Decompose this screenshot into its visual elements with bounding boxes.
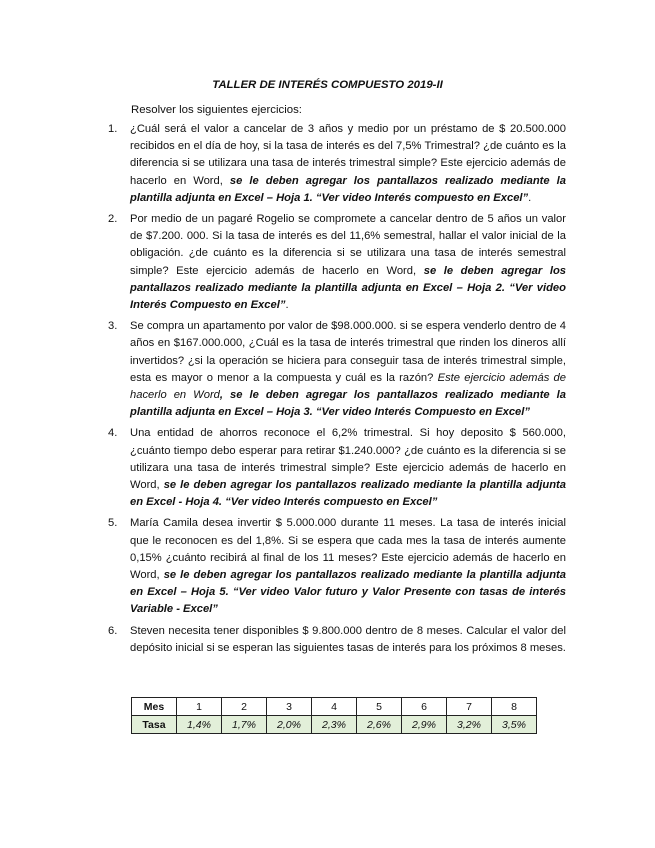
rate-cell: 2,6% [357,716,402,734]
table-row-rates [132,716,537,734]
rate-cell: 1,4% [177,716,222,734]
month-cell: 5 [357,698,402,716]
exercise-list [108,121,566,661]
exercise-text: Una entidad de ahorros reconoce el 6,2% trimestral. Si hoy deposito $ 560.000, ¿cuánto tiempo debo esperar para retirar $1.240.000? ¿de cuánto es la diferencia si se utilizara una tasa de interés trimestral simple? Este ejercicio además de hacerlo en Word, [130,427,566,492]
rate-cell: 3,5% [492,716,537,734]
exercise-instruction: se le deben agregar los pantallazos realizado mediante la plantilla adjunta en Excel - Hoja 4. “Ver video Interés compuesto en Excel” [130,479,566,509]
month-cell: 3 [267,698,312,716]
page-title: TALLER DE INTERÉS COMPUESTO 2019-II [212,79,443,91]
exercise-instruction: , se le deben agregar los pantallazos realizado mediante la plantilla adjunta en Excel – Hoja 3. “Ver video Interés Compuesto en Excel” [130,389,566,419]
exercise-number: 2. [108,213,118,226]
month-cell: 4 [312,698,357,716]
month-cell: 8 [492,698,537,716]
row-header-tasa: Tasa [132,716,177,734]
exercise-italic-text: Este ejercicio además de hacerlo en Word [130,371,566,402]
exercise-text-end: . [528,191,532,204]
rate-cell: 3,2% [447,716,492,734]
exercise-text: María Camila desea invertir $ 5.000.000 durante 11 meses. La tasa de interés inicial que le reconocen es del 1,8%. Si se espera que cada mes la tasa de interés aumente 0,15% ¿cuánto recibirá al final de los 11 meses? Este ejercicio además de hacerlo en Word, [130,517,566,582]
exercise-number: 4. [108,427,118,440]
month-cell: 7 [447,698,492,716]
exercise-instruction: se le deben agregar los pantallazos realizado mediante la plantilla adjunta en Excel – Hoja 2. “Ver video Interés Compuesto en Excel” [130,264,567,312]
exercise-text: Steven necesita tener disponibles $ 9.800.000 dentro de 8 meses. Calcular el valor del depósito inicial si se esperan las siguientes tasas de interés para los próximos 8 meses. [130,624,566,654]
exercise-item [108,425,566,511]
instructions: Resolver los siguientes ejercicios: [131,104,302,116]
exercise-item [108,515,566,618]
exercise-text: ¿Cuál será el valor a cancelar de 3 años y medio por un préstamo de $ 20.500.000 recibidos en el día de hoy, si la tasa de interés es del 7,5% Trimestral? ¿de cuánto es la diferencia si se utilizara una tasa de interés trimestral simple? Este ejercicio además de hacerlo en Word, [130,123,566,187]
exercise-instruction: se le deben agregar los pantallazos realizado mediante la plantilla adjunta en Excel – Hoja 5. “Ver video Valor futuro y Valor Presente con tasas de interés Variable - Excel” [130,569,566,616]
exercise-item [108,318,566,421]
exercise-item [108,623,566,657]
rate-cell: 2,9% [402,716,447,734]
rate-cell: 2,3% [312,716,357,734]
exercise-item [108,211,566,314]
month-cell: 1 [177,698,222,716]
rate-cell: 2,0% [267,716,312,734]
exercise-number: 6. [108,624,118,637]
table-row-months [132,698,537,716]
exercise-text: Se compra un apartamento por valor de $98.000.000. si se espera venderlo dentro de 4 años en $167.000.000, ¿Cuál es la tasa de interés trimestral que rinden los dineros allí invertidos? ¿si la operación se hiciera para conseguir tasa de interés trimestral simple, esta es mayor o menor a la compuesta y cuál es la razón? [130,320,566,384]
row-header-mes: Mes [132,698,177,716]
exercise-number: 1. [108,123,118,135]
exercise-number: 3. [108,320,118,333]
month-cell: 6 [402,698,447,716]
exercise-instruction: se le deben agregar los pantallazos realizado mediante la plantilla adjunta en Excel – Hoja 1. “Ver video Interés compuesto en Excel” [130,174,566,204]
exercise-item [108,121,566,207]
rates-table [131,697,537,734]
month-cell: 2 [222,698,267,716]
exercise-text: Por medio de un pagaré Rogelio se compromete a cancelar dentro de 5 años un valor de $7.200. 000. Si la tasa de interés es del 11,6% semestral, hallar el valor inicial de la obligación. ¿de cuánto es la diferencia si se utilizara una tasa de interés semestral simple? Este ejercicio además de hacerlo en Word, [130,213,566,277]
exercise-text-end: . [285,299,289,312]
exercise-number: 5. [108,517,118,530]
rate-cell: 1,7% [222,716,267,734]
